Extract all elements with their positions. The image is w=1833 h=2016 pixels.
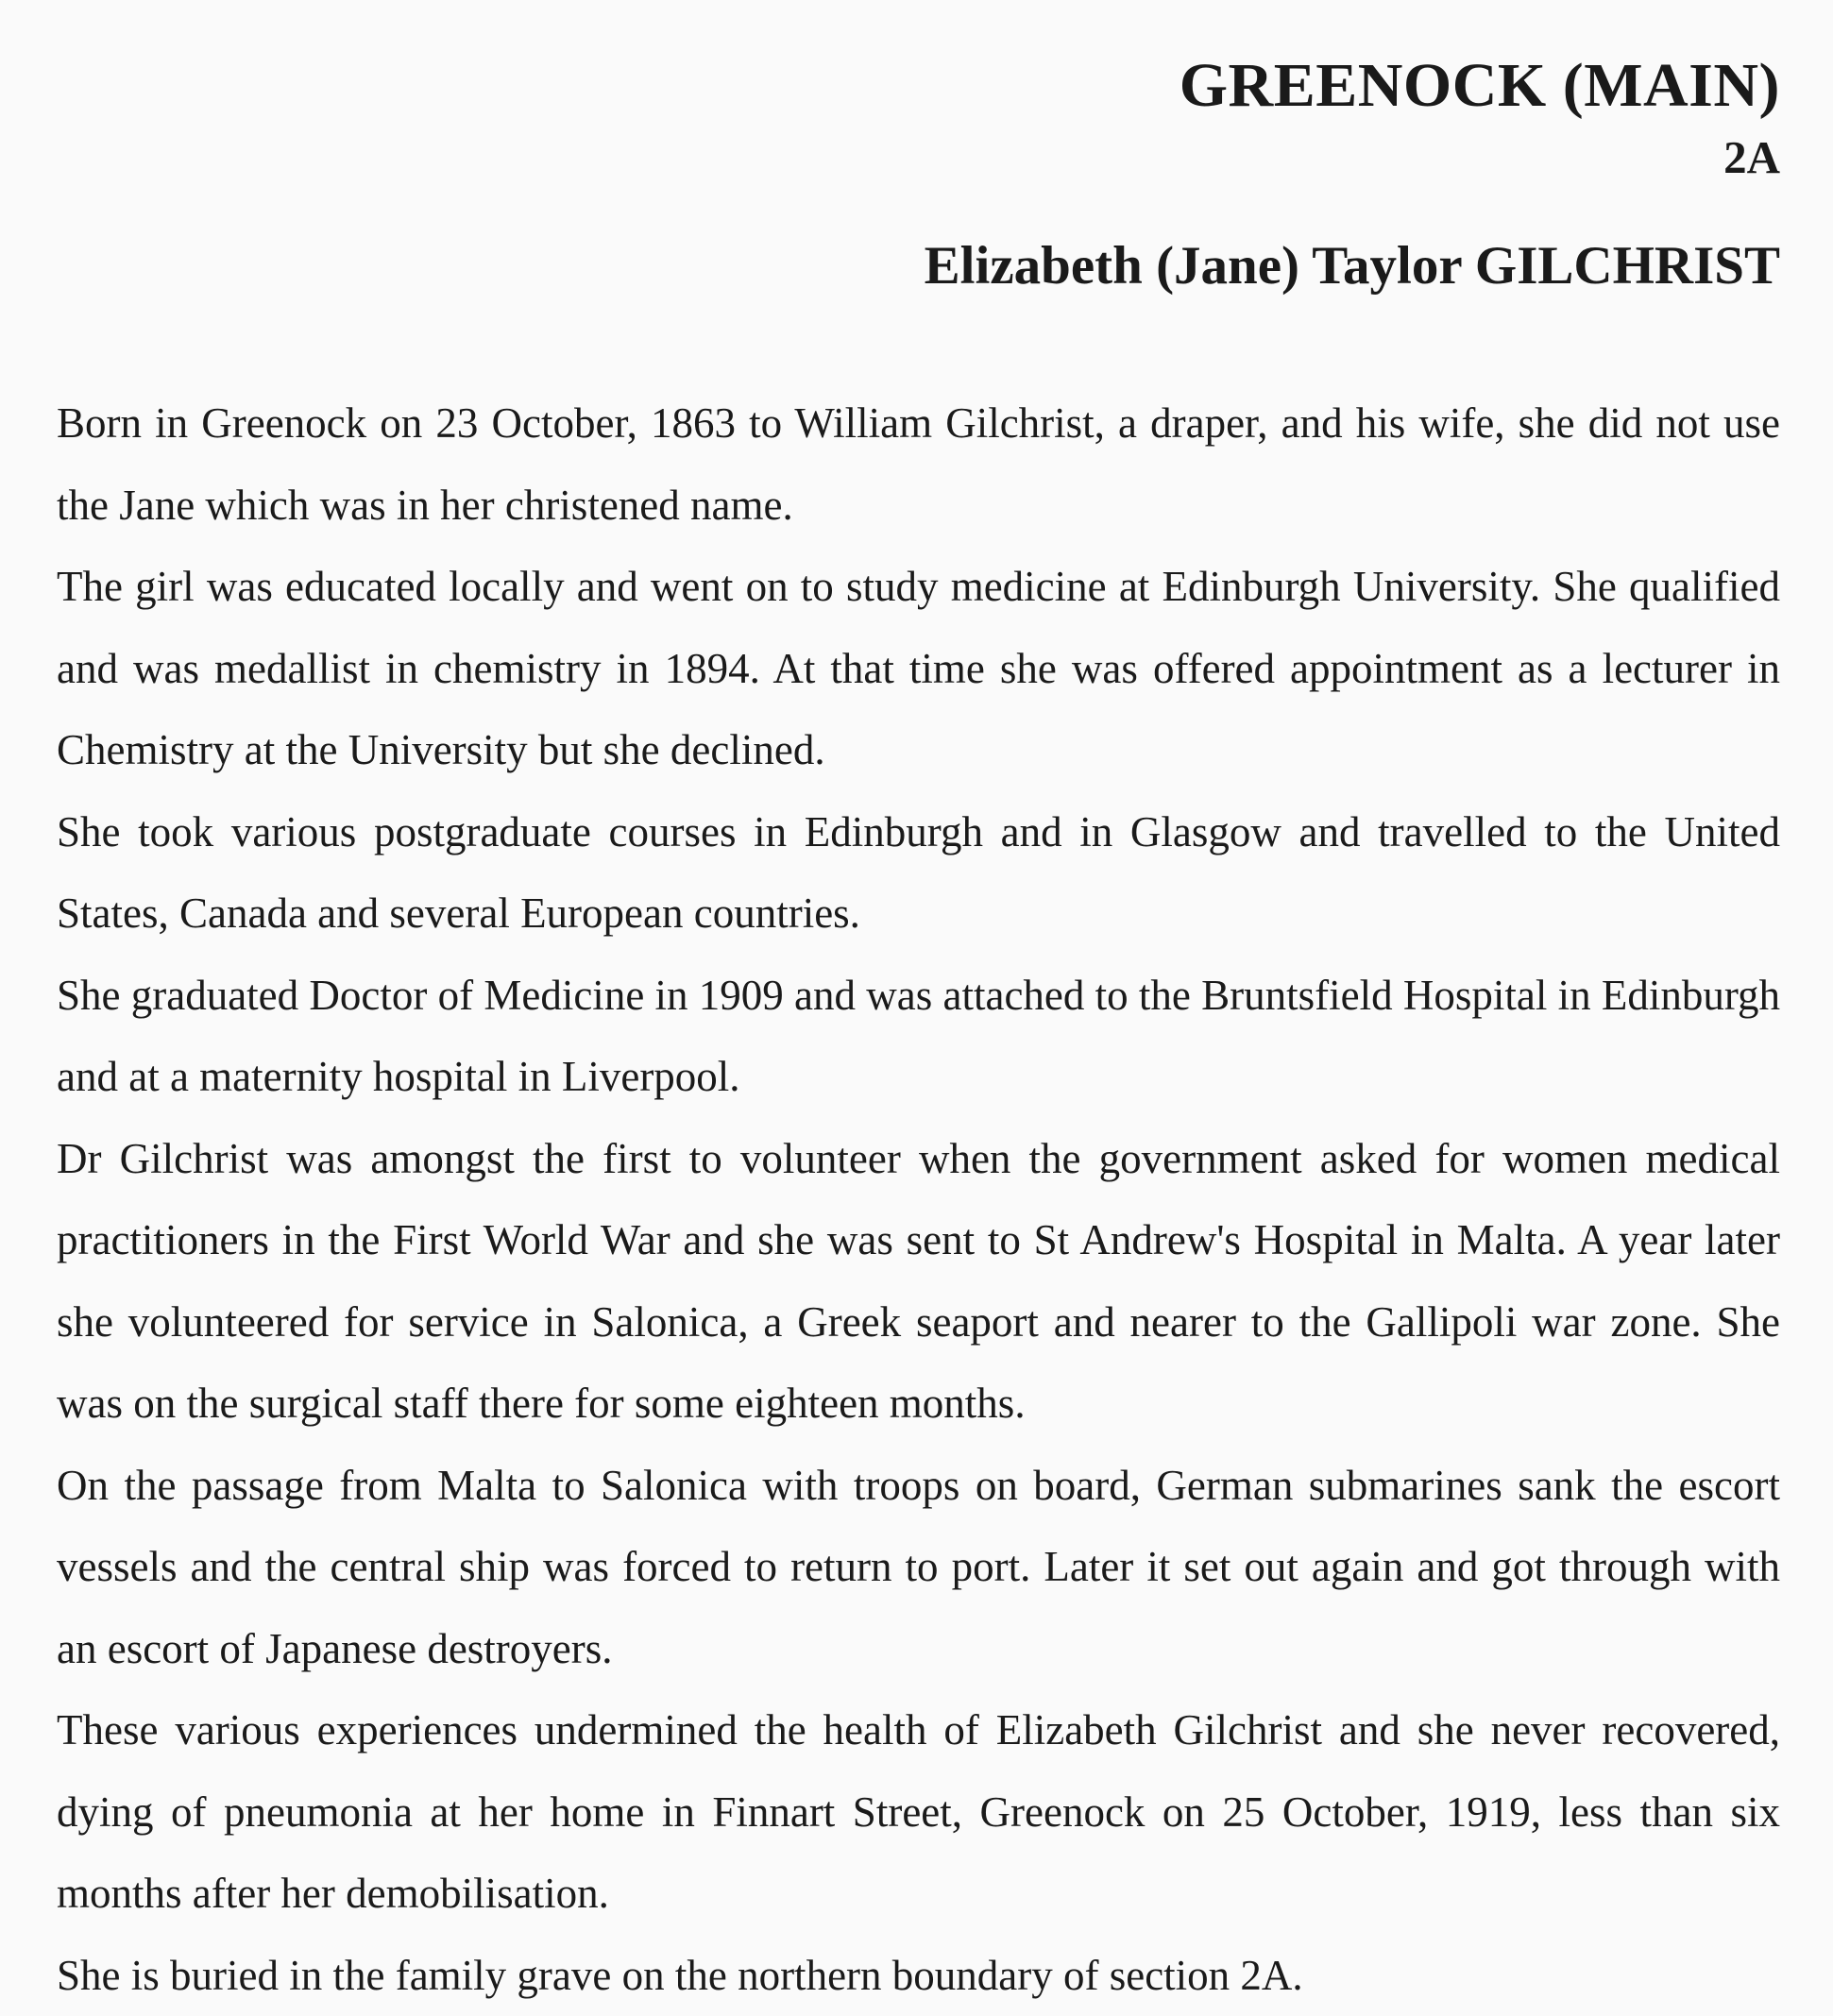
section-label: 2A — [925, 127, 1780, 189]
person-name: Elizabeth (Jane) Taylor GILCHRIST — [925, 230, 1780, 302]
paragraph-education: The girl was educated locally and went on to study medicine at Edinburgh University. She qualified and was medallist in chemistry in 1894. At that time she was offered appointment as a lecturer in Chemistry at the University but she declined. — [57, 546, 1780, 791]
paragraph-death: These various experiences undermined the health of Elizabeth Gilchrist and she never recovered, dying of pneumonia at her home in Finnart Street, Greenock on 25 October, 1919, less than six months after her demobilisation. — [57, 1689, 1780, 1935]
paragraph-birth: Born in Greenock on 23 October, 1863 to William Gilchrist, a draper, and his wife, she did not use the Jane which was in her christened name. — [57, 382, 1780, 546]
biography-body — [57, 382, 1780, 2016]
paragraph-burial: She is buried in the family grave on the northern boundary of section 2A. — [57, 1935, 1780, 2016]
paragraph-doctorate: She graduated Doctor of Medicine in 1909 and was attached to the Bruntsfield Hospital in Edinburgh and at a maternity hospital in Liverpool. — [57, 955, 1780, 1118]
heading-block — [925, 45, 1780, 302]
paragraph-war-service: Dr Gilchrist was amongst the first to volunteer when the government asked for women medical practitioners in the First World War and she was sent to St Andrew's Hospital in Malta. A year later she volunteered for service in Salonica, a Greek seaport and nearer to the Gallipoli war zone. She was on the surgical staff there for some eighteen months. — [57, 1118, 1780, 1445]
paragraph-passage: On the passage from Malta to Salonica with troops on board, German submarines sank the escort vessels and the central ship was forced to return to port. Later it set out again and got through with an escort of Japanese destroyers. — [57, 1445, 1780, 1690]
cemetery-title: GREENOCK (MAIN) — [925, 45, 1780, 127]
paragraph-postgraduate: She took various postgraduate courses in Edinburgh and in Glasgow and travelled to the United States, Canada and several European countries. — [57, 791, 1780, 955]
